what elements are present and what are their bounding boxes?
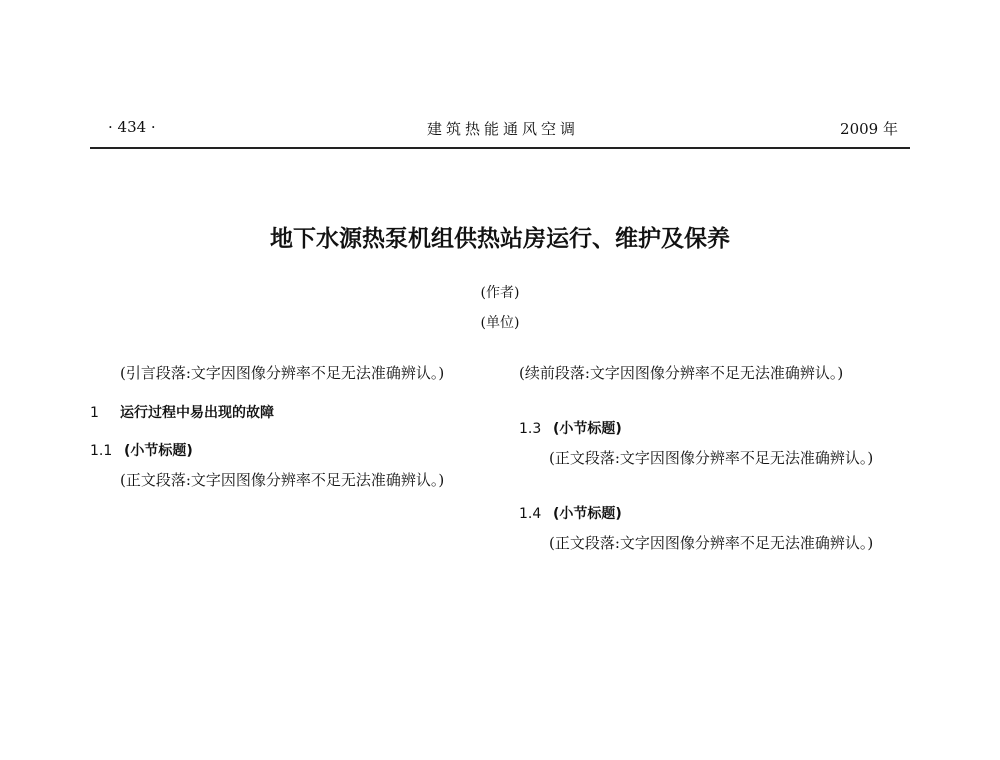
- body-paragraph: (正文段落:文字因图像分辨率不足无法准确辨认。): [549, 449, 874, 467]
- subsection-title: (小节标题): [124, 443, 193, 459]
- subsection-number: 1.1: [90, 443, 113, 459]
- author-affiliation: (单位): [480, 315, 520, 331]
- section-heading: [90, 401, 472, 425]
- subsection-heading: [519, 417, 901, 441]
- subsection-title: (小节标题): [553, 506, 622, 522]
- section-title: 运行过程中易出现的故障: [120, 405, 274, 421]
- header-rule: [90, 147, 910, 149]
- page-number: · 434 ·: [108, 118, 156, 136]
- running-header: [108, 118, 898, 138]
- author-name: (作者): [480, 285, 520, 301]
- right-column: [519, 360, 901, 557]
- body-paragraph: (正文段落:文字因图像分辨率不足无法准确辨认。): [549, 534, 874, 552]
- continued-paragraph: (续前段落:文字因图像分辨率不足无法准确辨认。): [519, 364, 844, 382]
- body-paragraph: (正文段落:文字因图像分辨率不足无法准确辨认。): [120, 471, 445, 489]
- subsection-title: (小节标题): [553, 421, 622, 437]
- subsection-heading: [519, 502, 901, 526]
- publication-year: 2009 年: [840, 120, 898, 138]
- section-number: 1: [90, 405, 99, 421]
- intro-paragraph: (引言段落:文字因图像分辨率不足无法准确辨认。): [120, 364, 445, 382]
- journal-name: 建筑热能通风空调: [426, 120, 579, 138]
- left-column: [90, 360, 472, 494]
- subsection-number: 1.4: [519, 506, 542, 522]
- subsection-heading: [90, 439, 472, 463]
- article-title: 地下水源热泵机组供热站房运行、维护及保养: [270, 226, 730, 252]
- subsection-number: 1.3: [519, 421, 542, 437]
